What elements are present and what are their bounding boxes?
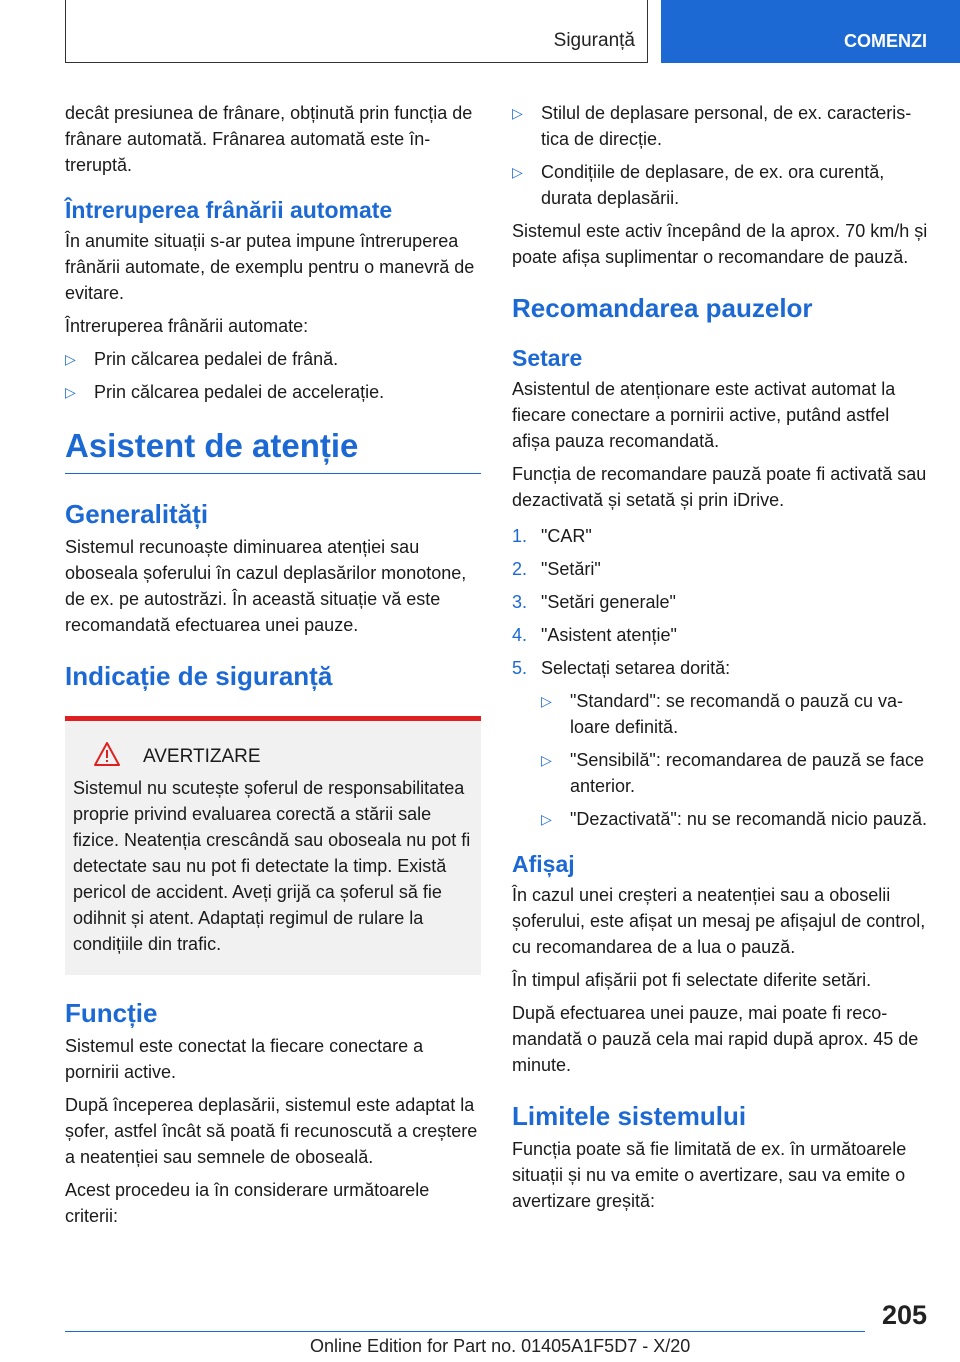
footer-edition: Online Edition for Part no. 01405A1F5D7 - X/20 — [310, 1336, 691, 1356]
page-number: 205 — [881, 1300, 927, 1330]
right-column — [512, 100, 930, 1221]
warning-text: Sistemul nu scutește șoferul de responsabilitatea proprie privind evaluarea corectă a stării sale fizice. Neatenția crescândă sau oboseala nu pot fi detectate sau nu pot fi detectate la timp. Există pericol de accident. Aveți grijă ca șoferul să fie odihnit și atent. Adaptați regimul de rulare la condițiile din trafic. — [73, 778, 471, 954]
step-item: 5. Selectați setarea dorită: ▷ "Standard": se recomandă o pauză cu valoare definită. ▷ "Sensibilă": recomandarea de pauză se face anterior. ▷ "Dezactivată": nu se recomandă nicio pauză. — [512, 655, 930, 832]
triangle-bullet-icon: ▷ — [541, 752, 552, 768]
function-paragraph-2: După începerea deplasării, sistemul este adaptat la șofer, astfel încât să poată fi recunoscută a creștere a neatenției sau semnele de oboseală. — [65, 1095, 478, 1167]
function-paragraph-1: Sistemul este conectat la fiecare conectare a pornirii active. — [65, 1036, 424, 1082]
function-paragraph-3: Acest procedeu ia în considerare următoarele criterii: — [65, 1180, 430, 1226]
list-item: ▷ "Sensibilă": recomandarea de pauză se face anterior. — [541, 747, 930, 799]
criteria-list — [512, 100, 930, 211]
step-item: 4. "Asistent atenție" — [512, 625, 677, 645]
setup-paragraph-1: Asistentul de atenționare este activat automat la fiecare conectare a pornirii active, putând astfel afișa pauza recomandată. — [512, 379, 896, 451]
list-item: ▷ Condițiile de deplasare, de ex. ora curentă, durata deplasării. — [512, 159, 930, 211]
warning-title: AVERTIZARE — [143, 746, 261, 767]
warning-header — [73, 741, 473, 773]
step-item: 2. "Setări" — [512, 559, 601, 579]
footer-divider — [65, 1331, 865, 1332]
heading-interrupt-braking: Întreruperea frânării automate — [65, 197, 393, 223]
heading-attention-assistant: Asistent de atenție — [65, 423, 481, 474]
triangle-bullet-icon: ▷ — [541, 693, 552, 709]
heading-general: Generalități — [65, 499, 209, 529]
triangle-bullet-icon: ▷ — [65, 351, 76, 367]
left-column — [65, 100, 481, 1236]
display-paragraph-3: După efectuarea unei pauze, mai poate fi recomandată o pauză cela mai rapid după aprox. 45 de minute. — [512, 1003, 919, 1075]
heading-system-limits: Limitele sistemului — [512, 1101, 747, 1131]
display-paragraph-2: În timpul afișării pot fi selectate diferite setări. — [512, 970, 872, 990]
header-section-box — [65, 0, 648, 63]
triangle-bullet-icon: ▷ — [541, 811, 552, 827]
list-item: ▷ "Dezactivată": nu se recomandă nicio pauză. — [541, 806, 930, 832]
triangle-bullet-icon: ▷ — [512, 105, 523, 121]
list-item: ▷ Prin călcarea pedalei de frână. — [65, 346, 481, 372]
display-paragraph-1: În cazul unei creșteri a neatenției sau a oboselii șoferului, este afișat un mesaj pe afișajul de control, cu recomandarea de a lua o pauză. — [512, 885, 926, 957]
heading-setup: Setare — [512, 345, 583, 371]
interrupt-list — [65, 346, 481, 405]
active-paragraph: Sistemul este activ începând de la aprox. 70 km/h și poate afișa suplimentar o recomandare de pauză. — [512, 221, 928, 267]
list-item: ▷ "Standard": se recomandă o pauză cu valoare definită. — [541, 688, 930, 740]
setting-options-list — [541, 688, 930, 832]
interrupt-paragraph-1: În anumite situații s-ar putea impune întreruperea frânării automate, de exemplu pentru o manevră de evitare. — [65, 231, 475, 303]
heading-safety-note: Indicație de siguranță — [65, 661, 333, 691]
step-item: 1. "CAR" — [512, 526, 592, 546]
general-paragraph: Sistemul recunoaște diminuarea atenției sau oboseala șoferului în cazul deplasărilor monotone, de ex. pe autostrăzi. În această situație vă este recomandată efectuarea unei pauze. — [65, 537, 467, 635]
limits-paragraph: Funcția poate să fie limitată de ex. în următoarele situații și nu va emite o avertizare, sau va emite o avertizare greșită: — [512, 1139, 907, 1211]
heading-break-recommendation: Recomandarea pauzelor — [512, 293, 813, 323]
step-item: 3. "Setări generale" — [512, 592, 676, 612]
warning-box — [65, 716, 481, 975]
triangle-bullet-icon: ▷ — [512, 164, 523, 180]
heading-display: Afișaj — [512, 851, 575, 877]
intro-paragraph: decât presiunea de frânare, obținută prin funcția de frânare automată. Frânarea automată este întreruptă. — [65, 103, 473, 175]
list-item: ▷ Prin călcarea pedalei de accelerație. — [65, 379, 481, 405]
setup-paragraph-2: Funcția de recomandare pauză poate fi activată sau dezactivată și setată și prin iDrive. — [512, 464, 927, 510]
header-tab-commands[interactable]: COMENZI — [661, 0, 960, 63]
header-section-title: Siguranță — [553, 30, 635, 51]
triangle-bullet-icon: ▷ — [65, 384, 76, 400]
setup-steps — [512, 523, 930, 832]
heading-function: Funcție — [65, 998, 158, 1028]
warning-triangle-icon — [93, 741, 123, 773]
list-item: ▷ Stilul de deplasare personal, de ex. caracteristica de direcție. — [512, 100, 930, 152]
interrupt-paragraph-2: Întreruperea frânării automate: — [65, 316, 309, 336]
